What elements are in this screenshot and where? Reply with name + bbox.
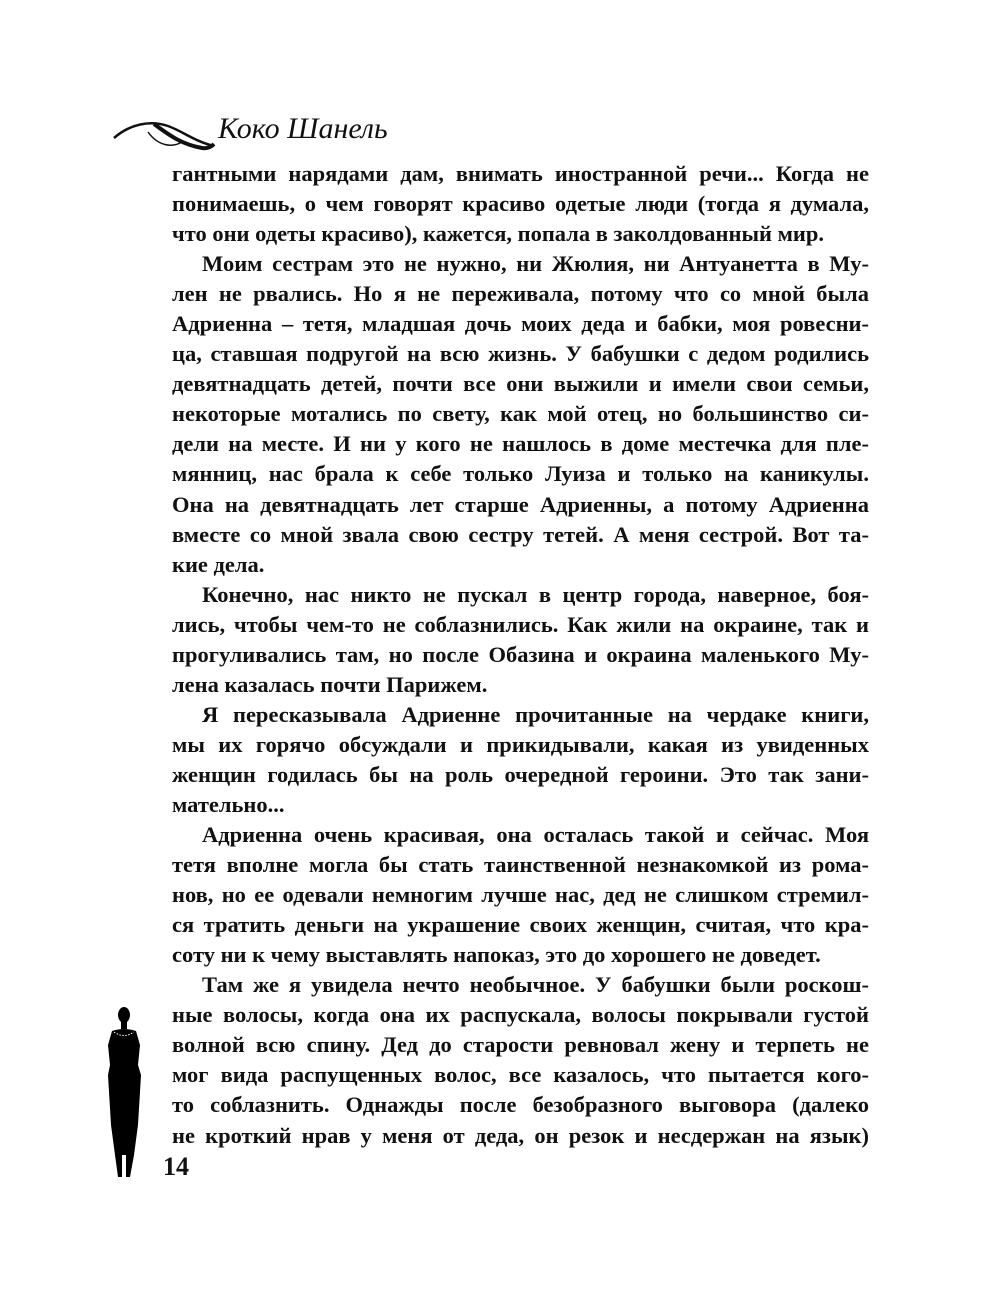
text-line: Адриенна очень красивая, она осталась такой и сейчас. Моя [202, 822, 869, 848]
text-line: кие дела. [172, 551, 265, 577]
text-line: то соблазнить. Однажды после безобразного выговора (далеко [172, 1092, 869, 1118]
text-line: девятнадцать детей, почти все они выжили и имели свои семьи, [172, 371, 869, 397]
text-line: Моим сестрам это не нужно, ни Жюлия, ни Антуанетта в Му- [202, 251, 869, 277]
text-line: мянниц, нас брала к себе только Луиза и только на каникулы. [172, 461, 869, 487]
text-line: дели на месте. И ни у кого не нашлось в доме местечка для пле- [172, 431, 869, 457]
text-line: волной всю спину. Дед до старости ревновал жену и терпеть не [172, 1032, 869, 1058]
text-line: мы их горячо обсуждали и прикидывали, какая из увиденных [172, 731, 869, 757]
running-header-title: Коко Шанель [218, 112, 388, 145]
text-line: мог вида распущенных волос, все казалось, что пытается кого- [172, 1062, 869, 1088]
text-line: некоторые мотались по свету, как мой отец, но большинство си- [172, 401, 869, 427]
running-header [110, 108, 430, 158]
text-line: лись, чтобы чем-то не соблазнились. Как жили на окраине, так и [172, 611, 869, 637]
text-line: тетя вполне могла бы стать таинственной незнакомкой из рома- [172, 852, 869, 878]
text-line: женщин годилась бы на роль очередной героини. Это так зани- [172, 761, 869, 787]
text-line: вместе со мной звала свою сестру тетей. А меня сестрой. Вот та- [172, 521, 869, 547]
body-text [172, 159, 869, 1151]
text-line: ные волосы, когда она их распускала, волосы покрывали густой [172, 1002, 869, 1028]
text-line: прогуливались там, но после Обазина и окраина маленького Му- [172, 641, 869, 667]
text-line: не кроткий нрав у меня от деда, он резок и несдержан на язык) [172, 1122, 869, 1148]
text-line: лена казалась почти Парижем. [172, 671, 488, 697]
text-line: ца, ставшая подругой на всю жизнь. У бабушки с дедом родились [172, 341, 869, 367]
text-line: Конечно, нас никто не пускал в центр города, наверное, боя- [202, 581, 869, 607]
text-line: Там же я увидела нечто необычное. У бабушки были роскош- [202, 972, 869, 998]
text-line: Адриенна – тетя, младшая дочь моих деда и бабки, моя ровесни- [172, 311, 869, 337]
text-line: нов, но ее одевали немногим лучше нас, дед не слишком стремил- [172, 882, 869, 908]
text-line: гантными нарядами дам, внимать иностранной речи... Когда не [172, 161, 869, 186]
text-line: мательно... [172, 791, 285, 817]
text-line: лен не рвались. Но я не переживала, потому что со мной была [172, 281, 869, 307]
text-line: Я пересказывала Адриенне прочитанные на чердаке книги, [202, 701, 869, 727]
text-line: понимаешь, о чем говорят красиво одетые люди (тогда я думала, [172, 191, 869, 217]
flourish-icon [110, 108, 220, 158]
text-line: Она на девятнадцать лет старше Адриенны, а потому Адриенна [172, 491, 869, 517]
text-line: что они одеты красиво), кажется, попала в заколдованный мир. [172, 221, 825, 247]
woman-silhouette-icon [100, 1005, 155, 1185]
text-line: соту ни к чему выставлять напоказ, это до хорошего не доведет. [172, 942, 821, 968]
page-number: 14 [163, 1152, 189, 1181]
text-line: ся тратить деньги на украшение своих женщин, считая, что кра- [172, 912, 869, 938]
